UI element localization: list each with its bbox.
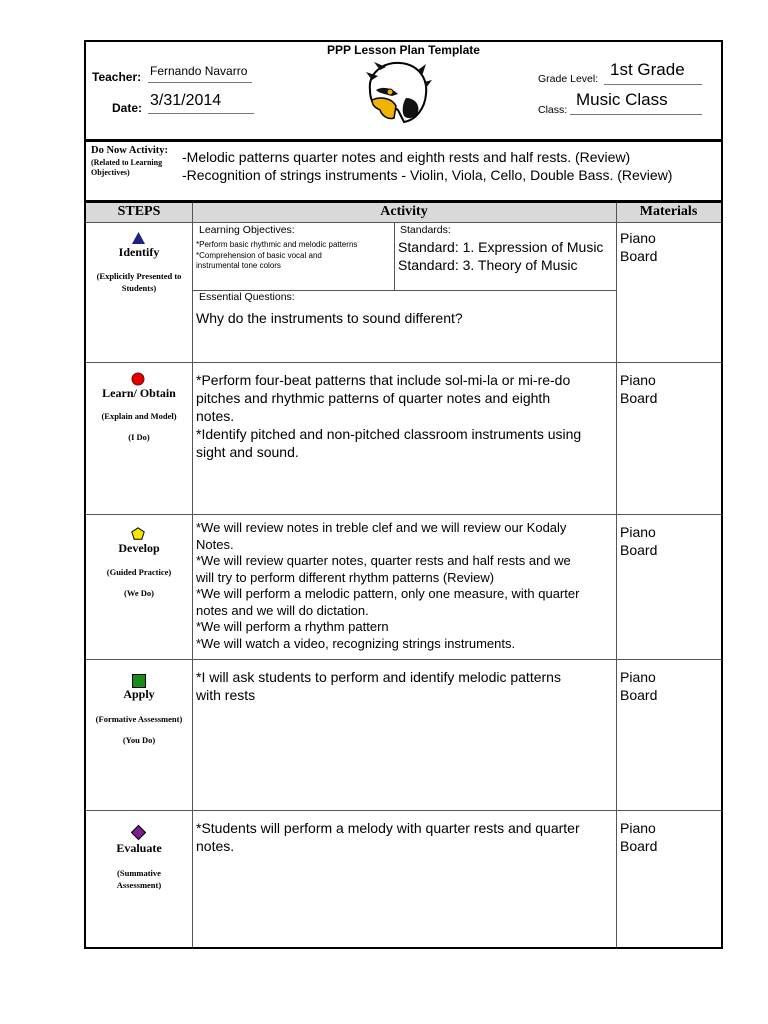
step-identify-sub-2: Students) bbox=[121, 283, 157, 293]
material-item: Board bbox=[620, 390, 658, 406]
activity-line: will try to perform different rhythm patterns (Review) bbox=[196, 569, 495, 585]
grade-value: 1st Grade bbox=[610, 60, 685, 79]
material-item: Board bbox=[620, 542, 658, 558]
date-field bbox=[148, 92, 254, 114]
class-label: Class: bbox=[538, 104, 568, 116]
activity-line: pitches and rhythmic patterns of quarter notes and eighth bbox=[196, 390, 551, 406]
standards-label: Standards: bbox=[400, 224, 451, 236]
step-apply-sub-2: (You Do) bbox=[122, 735, 156, 745]
grid-line bbox=[616, 203, 617, 947]
learn-activity bbox=[196, 371, 581, 461]
activity-line: sight and sound. bbox=[196, 444, 299, 460]
material-item: Piano bbox=[620, 820, 656, 836]
date-value: 3/31/2014 bbox=[150, 92, 222, 109]
class-value: Music Class bbox=[576, 90, 668, 109]
do-now-sublabel-2: Objectives) bbox=[91, 168, 130, 177]
materials-identify bbox=[620, 229, 657, 265]
teacher-name: Fernando Navarro bbox=[150, 64, 248, 78]
material-item: Board bbox=[620, 838, 658, 854]
activity-line: *We will perform a melodic pattern, only one measure, with quarter bbox=[196, 586, 580, 601]
step-identify-sub-1: (Explicitly Presented to bbox=[96, 271, 182, 281]
evaluate-activity bbox=[196, 819, 580, 855]
do-now-line-2: -Recognition of strings instruments - Violin, Viola, Cello, Double Bass. (Review) bbox=[182, 167, 673, 183]
eagle-head-logo bbox=[362, 60, 432, 126]
col-header-activity: Activity bbox=[380, 204, 428, 219]
step-evaluate-title: Evaluate bbox=[116, 841, 162, 855]
activity-line: *Students will perform a melody with quarter rests and quarter bbox=[196, 820, 580, 836]
step-develop-sub-2: (We Do) bbox=[124, 588, 154, 598]
activity-line: with rests bbox=[196, 687, 256, 703]
do-now-label: Do Now Activity: bbox=[91, 145, 168, 156]
essential-questions-label: Essential Questions: bbox=[199, 291, 295, 303]
step-learn-sub-1: (Explain and Model) bbox=[101, 411, 177, 421]
activity-line: *We will watch a video, recognizing strings instruments. bbox=[196, 635, 516, 651]
standard-item: Standard: 1. Expression of Music bbox=[398, 239, 604, 255]
objective-item: instrumental tone colors bbox=[196, 261, 281, 270]
activity-line: *Perform four-beat patterns that include sol-mi-la or mi-re-do bbox=[196, 372, 571, 388]
activity-line: *We will perform a rhythm pattern bbox=[196, 619, 389, 634]
step-evaluate-sub-2: Assessment) bbox=[116, 880, 162, 890]
step-learn-title: Learn/ Obtain bbox=[102, 386, 176, 400]
objectives-label: Learning Objectives: bbox=[199, 224, 295, 236]
material-item: Piano bbox=[620, 230, 656, 246]
step-evaluate-sub-1: (Summative bbox=[117, 868, 161, 878]
teacher-label: Teacher: bbox=[92, 70, 142, 84]
activity-line: *We will review quarter notes, quarter rests and half rests and we bbox=[196, 553, 571, 568]
material-item: Piano bbox=[620, 524, 656, 540]
objective-item: *Perform basic rhythmic and melodic patterns bbox=[196, 240, 358, 249]
activity-line: notes. bbox=[196, 408, 235, 424]
grid-line bbox=[394, 222, 395, 290]
lesson-plan-sheet bbox=[84, 40, 723, 949]
activity-line: *Identify pitched and non-pitched classroom instruments using bbox=[196, 426, 582, 442]
activity-line: notes and we will do dictation. bbox=[196, 602, 369, 618]
grade-field bbox=[604, 60, 702, 85]
grid-line bbox=[86, 659, 721, 660]
col-header-materials: Materials bbox=[639, 204, 698, 219]
step-identify-title: Identify bbox=[118, 245, 160, 259]
header-divider bbox=[86, 139, 721, 142]
step-learn-sub-2: (I Do) bbox=[128, 432, 150, 442]
materials-learn bbox=[620, 371, 657, 407]
do-now-line-1: -Melodic patterns quarter notes and eighth rests and half rests. (Review) bbox=[182, 149, 631, 165]
standard-item: Standard: 3. Theory of Music bbox=[398, 257, 578, 273]
col-header-steps: STEPS bbox=[117, 204, 161, 219]
material-item: Piano bbox=[620, 372, 656, 388]
apply-activity bbox=[196, 668, 561, 704]
materials-evaluate bbox=[620, 819, 657, 855]
date-label: Date: bbox=[112, 101, 143, 115]
activity-line: *I will ask students to perform and identify melodic patterns bbox=[196, 669, 561, 685]
material-item: Piano bbox=[620, 669, 656, 685]
grid-line bbox=[86, 514, 721, 515]
do-now-sublabel-1: (Related to Learning bbox=[91, 158, 163, 167]
teacher-field bbox=[148, 64, 252, 83]
activity-line: Notes. bbox=[196, 536, 234, 552]
grid-line bbox=[86, 810, 721, 811]
step-develop-title: Develop bbox=[118, 541, 160, 555]
objective-item: *Comprehension of basic vocal and bbox=[196, 251, 322, 260]
materials-develop bbox=[620, 523, 657, 559]
grid-line bbox=[86, 362, 721, 363]
grid-line bbox=[86, 222, 721, 223]
grid-line bbox=[192, 203, 193, 947]
activity-line: *We will review notes in treble clef and we will review our Kodaly bbox=[196, 520, 567, 535]
materials-apply bbox=[620, 668, 657, 704]
material-item: Board bbox=[620, 248, 658, 264]
page-title: PPP Lesson Plan Template bbox=[327, 43, 480, 57]
grade-label: Grade Level: bbox=[538, 73, 599, 85]
essential-question-text: Why do the instruments to sound different? bbox=[196, 310, 463, 326]
class-field bbox=[570, 90, 702, 115]
step-develop-sub-1: (Guided Practice) bbox=[106, 567, 172, 577]
step-apply-title: Apply bbox=[123, 687, 155, 701]
material-item: Board bbox=[620, 687, 658, 703]
step-apply-sub-1: (Formative Assessment) bbox=[95, 714, 183, 724]
activity-line: notes. bbox=[196, 838, 235, 854]
develop-activity bbox=[196, 520, 579, 652]
